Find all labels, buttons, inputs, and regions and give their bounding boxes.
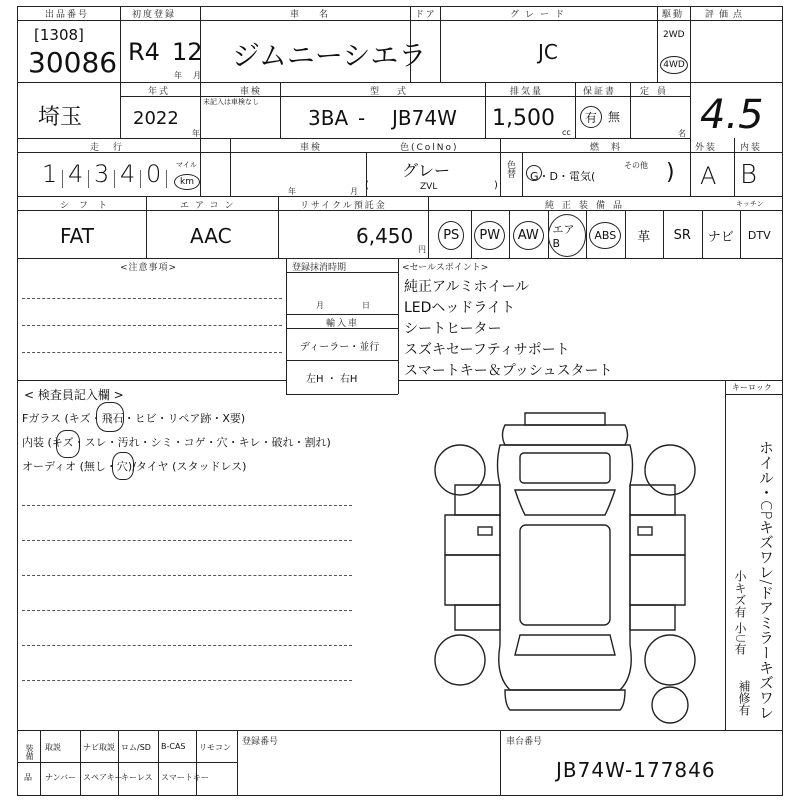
equip-grid-divider [118,730,119,796]
equipment-item-ナビ [702,218,741,252]
mileage-header: 走行 [90,143,137,153]
cc-unit: cc [562,128,571,137]
capacity-header: 定員 [640,87,675,97]
record-header: 登録抹消時期 [292,263,347,273]
sales-point-item: スズキセーフティサポート [404,342,570,358]
equip-grid-item: 取説 [45,743,61,752]
grade-value: JC [538,40,558,64]
equip-grid-item: ナンバー [45,773,77,782]
equip-side-2: 品 [24,773,32,782]
record-month: 月 [316,301,324,310]
recycle-unit: 円 [418,245,426,254]
hand-note-small-dent: 小U有 [733,622,747,655]
model-year-suffix: 年 [192,129,200,138]
equipment-label: DTV [747,228,771,242]
chassis-header: 車台番号 [506,737,543,747]
model-prefix: 3BA [308,106,349,130]
interior-grade: B [740,160,758,190]
model-year: 2022 [133,108,179,129]
equipment-label: PS [438,221,464,250]
exterior-grade: A [700,162,717,190]
equip-grid-divider [196,730,197,796]
grade-header: グレード [510,10,571,20]
mileage-divider [166,170,167,188]
inspection-note: 未記入は車検なし [203,98,259,106]
kitchen-header: キッチン [736,200,764,208]
hand-circle-scratch [56,430,80,458]
equipment-item-pw [471,218,510,252]
km-circled: km [174,174,200,190]
sales-point-item: シートヒーター [404,321,502,337]
sales-point-item: スマートキー＆プッシュスタート [404,363,613,379]
equipment-label: 革 [637,229,651,245]
insp-month: 月 [350,187,358,196]
model-dash: - [358,106,366,130]
equipment-label: エアB [548,214,587,257]
import-header: 輸入車 [326,319,360,329]
equipment-header: 純正装備品 [545,201,631,211]
equipment-item-dtv [740,218,779,252]
interior-header: 内装 [740,143,763,153]
equip-grid-item: スマートキー [161,773,209,782]
mileage-digit: 1 [42,160,58,188]
capacity-unit: 名 [678,129,686,138]
fuel-close: ) [666,160,675,185]
mileage-digit: 3 [94,160,110,188]
warranty-header: 保証書 [583,87,617,97]
hand-circle-stone [96,402,124,432]
hand-note-repair: 補修有 [737,680,751,716]
equipment-label: ABS [589,222,621,249]
displacement-header: 排気量 [510,87,544,97]
equipment-label: PW [474,221,505,250]
year-header: 年式 [148,87,171,97]
lot-number: 30086 [28,46,118,79]
evaluation-score: 4.5 [700,92,764,138]
shift-value: FAT [60,224,95,248]
hand-circle-hole [112,452,134,480]
insp-year: 年 [288,187,296,196]
color-name: グレー [402,161,451,180]
equipment-item-sr [663,218,702,252]
vehicle-inspection-header: 車検 [300,143,323,153]
equip-grid-item: スペアキー [83,773,123,782]
sales-point-item: LEDヘッドライト [404,300,516,316]
mileage-divider [114,170,115,188]
fuel-g-circled [526,165,542,181]
reg-year-suffix: 年 [174,71,182,80]
register-header: 登録番号 [242,737,279,747]
equipment-item-エアb [548,218,587,252]
lot-no-header: 出品番号 [45,10,90,20]
equip-grid-item: リモコン [199,743,231,752]
equip-grid-item: B-CAS [161,742,186,751]
chassis-number: JB74W-177846 [556,758,716,782]
km-note: マイル [176,161,197,169]
equip-grid-item: キーレス [121,773,153,782]
mileage-digit: 0 [146,160,162,188]
warranty-yes-circled: 有 [580,106,602,128]
reg-era: R4 [128,38,160,66]
mileage-digit: 4 [120,160,136,188]
inspector-line: Fガラス (キズ・飛石・ヒビ・リペア跡・X要) [22,412,246,425]
model-header: 型式 [370,87,425,97]
color-change-label: 色替 [505,160,515,178]
aircon-value: AAC [190,224,232,248]
equip-side-1: 装備 [25,744,34,760]
reg-month: 12 [172,38,203,66]
notes-header: <注意事項> [120,263,178,273]
equipment-label: AW [513,221,544,250]
hand-note-wheel: ホイル・CPキズワレ/ドアミラーキズワレ [757,440,775,720]
door-header: ドア [415,10,437,20]
color-paren: ) [494,180,498,191]
mileage-digit: 4 [68,160,84,188]
inspector-line: オーディオ (無し・穴)/タイヤ (スタッドレス) [22,460,247,473]
sales-point-item: 純正アルミホイール [404,279,530,295]
mileage-divider [140,170,141,188]
car-name-header: 車名 [290,10,349,20]
recycle-header: リサイクル預託金 [300,201,387,211]
record-handle: 左H ・ 右H [306,374,358,385]
key-lock-header: キーロック [732,383,772,392]
fuel-other: その他 [624,161,648,170]
reg-month-suffix: 月 [193,71,201,80]
drive-4wd-circled: 4WD [660,56,688,74]
first-reg-header: 初度登録 [132,10,177,20]
lot-prefix: [1308] [34,26,84,44]
warranty-no: 無 [608,110,621,124]
color-code: ZVL [420,182,438,192]
model-code: JB74W [392,106,457,130]
car-diagram [430,405,700,725]
drive-2wd: 2WD [663,30,685,40]
mileage-divider [88,170,89,188]
sales-points-header: <セールスポイント> [402,263,489,273]
equip-grid-divider [80,730,81,796]
equipment-item-abs [586,218,625,252]
hand-note-small-scratch: 小キズ有 [733,570,747,618]
record-day: 日 [362,301,370,310]
color-header: 色(ColNo) [400,143,459,153]
shift-header: シフト [60,201,118,211]
mileage-divider [62,170,63,188]
inspector-line: 内装 (キズ・スレ・汚れ・シミ・コゲ・穴・キレ・破れ・割れ) [22,436,331,449]
exterior-header: 外装 [695,143,718,153]
displacement-value: 1,500 [492,106,555,131]
equipment-label: SR [673,227,691,243]
equipment-item-革 [625,218,664,252]
equip-grid-item: ナビ取説 [83,743,115,752]
equipment-item-ps [432,218,471,252]
inspection-header: 車検 [240,87,263,97]
insp-paren: ( [365,180,369,191]
fuel-header: 燃料 [590,143,633,153]
equipment-label: ナビ [707,229,734,245]
recycle-value: 6,450 [356,224,414,248]
fuel-options: G・D・電気( [530,170,596,183]
inspector-header: < 検査員記入欄 > [24,388,124,402]
prefecture: 埼玉 [38,105,83,130]
record-dealer: ディーラー・並行 [300,342,380,353]
equipment-item-aw [509,218,548,252]
equip-grid-divider [158,730,159,796]
aircon-header: エアコン [180,201,240,211]
drive-header: 駆動 [662,10,685,20]
equip-grid-item: ロム/SD [121,743,151,752]
evaluation-header: 評価点 [705,10,748,20]
car-name: ジムニーシエラ [232,39,427,72]
